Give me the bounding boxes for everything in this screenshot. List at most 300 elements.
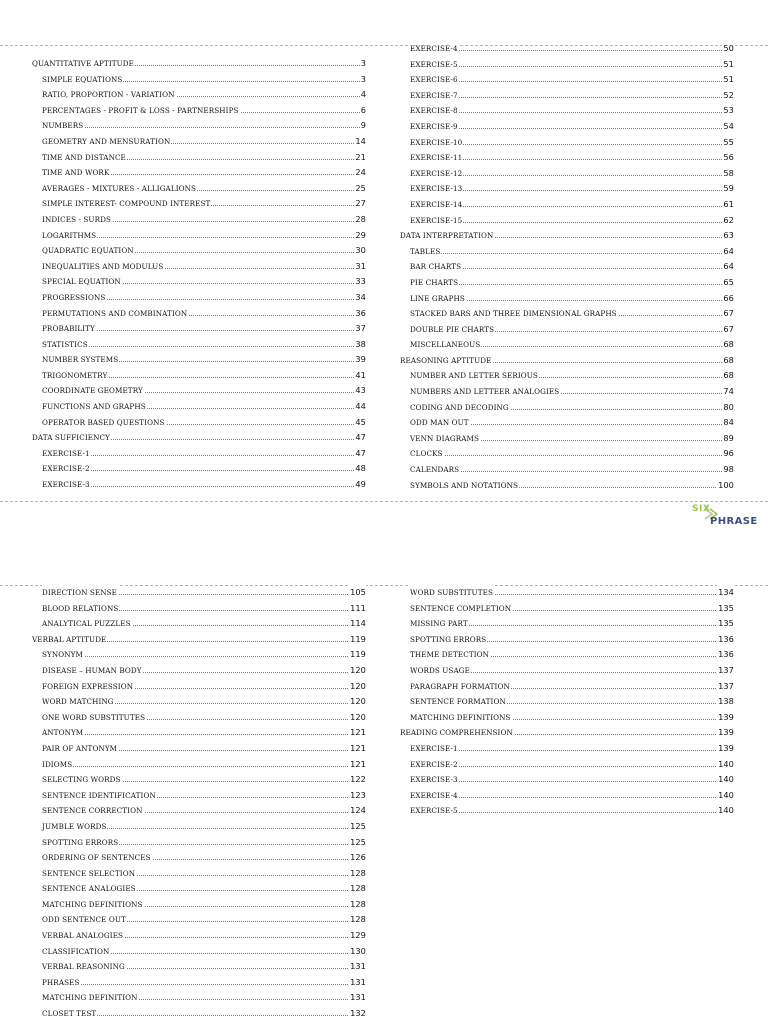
toc-entry-title: THEME DETECTION [410, 647, 490, 663]
toc-entry[interactable] [400, 788, 734, 804]
toc-entry-page-number: 49 [354, 477, 366, 493]
toc-entry[interactable] [32, 383, 366, 399]
toc-entry[interactable] [32, 399, 366, 415]
toc-entry-title: EXERCISE-5 [410, 803, 459, 819]
toc-entry[interactable] [32, 616, 366, 632]
toc-entry-title: MATCHING DEFINITIONS [410, 710, 512, 726]
toc-entry-page-number: 55 [722, 135, 734, 151]
toc-entry[interactable] [32, 928, 366, 944]
toc-entry-page-number: 65 [722, 275, 734, 291]
toc-leader-dots [42, 656, 366, 657]
toc-entry[interactable] [400, 306, 734, 322]
toc-entry-title: ORDERING OF SENTENCES [42, 850, 152, 866]
toc-entry[interactable] [32, 912, 366, 928]
toc-entry-page-number: 135 [717, 601, 734, 617]
toc-entry-title: SENTENCE ANALOGIES [42, 881, 137, 897]
toc-entry-page-number: 50 [722, 41, 734, 57]
toc-entry-page-number: 66 [722, 291, 734, 307]
toc-entry-page-number: 3 [360, 72, 366, 88]
toc-entry-title: OPERATOR BASED QUESTIONS [42, 415, 166, 431]
toc-entry-page-number: 59 [722, 181, 734, 197]
toc-entry-page-number: 47 [354, 446, 366, 462]
toc-entry[interactable] [32, 87, 366, 103]
toc-entry-page-number: 128 [349, 912, 366, 928]
toc-entry-title: FUNCTIONS AND GRAPHS [42, 399, 147, 415]
toc-entry-page-number: 139 [717, 725, 734, 741]
toc-entry-page-number: 31 [354, 259, 366, 275]
toc-entry-title: QUADRATIC EQUATION [42, 243, 135, 259]
toc-entry[interactable] [32, 461, 366, 477]
toc-entry-title: DIRECTION SENSE [42, 585, 118, 601]
toc-entry[interactable] [400, 446, 734, 462]
toc-entry[interactable] [400, 368, 734, 384]
toc-section-entry[interactable] [32, 430, 366, 446]
toc-entry[interactable] [400, 478, 734, 494]
toc-entry-page-number: 21 [354, 150, 366, 166]
toc-entry[interactable] [32, 165, 366, 181]
toc-entry-page-number: 130 [349, 944, 366, 960]
toc-entry-page-number: 138 [717, 694, 734, 710]
toc-entry-page-number: 136 [717, 632, 734, 648]
toc-entry-title: MATCHING DEFINITION [42, 990, 139, 1006]
toc-entry-page-number: 38 [354, 337, 366, 353]
toc-entry-title: ANALYTICAL PUZZLES [42, 616, 132, 632]
toc-entry-title: AVERAGES - MIXTURES - ALLIGALIONS [42, 181, 197, 197]
toc-entry[interactable] [32, 835, 366, 851]
toc-entry[interactable] [32, 196, 366, 212]
toc-entry-page-number: 44 [354, 399, 366, 415]
toc-entry-page-number: 43 [354, 383, 366, 399]
toc-entry[interactable] [32, 477, 366, 493]
toc-entry-title: WORDS USAGE [410, 663, 471, 679]
toc-entry-title: READING COMPREHENSION [400, 725, 514, 741]
toc-entry-page-number: 33 [354, 274, 366, 290]
page-separator-rule [0, 501, 768, 502]
toc-entry-title: PERMUTATIONS AND COMBINATION [42, 306, 188, 322]
toc-entry[interactable] [32, 819, 366, 835]
toc-entry[interactable] [400, 647, 734, 663]
toc-entry-title: EXERCISE-6 [410, 72, 459, 88]
toc-entry-page-number: 111 [349, 601, 366, 617]
toc-entry-page-number: 119 [349, 632, 366, 648]
toc-entry-title: EXERCISE-4 [410, 41, 459, 57]
toc-entry[interactable] [32, 72, 366, 88]
toc-entry-page-number: 100 [717, 478, 734, 494]
toc-entry[interactable] [32, 134, 366, 150]
toc-entry-title: EXERCISE-2 [410, 757, 459, 773]
toc-entry-title: TIME AND DISTANCE [42, 150, 127, 166]
toc-entry[interactable] [400, 213, 734, 229]
toc-entry-page-number: 6 [360, 103, 366, 119]
toc-entry-title: EXERCISE-11 [410, 150, 463, 166]
toc-entry-title: VERBAL APTITUDE [32, 632, 107, 648]
toc-entry-page-number: 14 [354, 134, 366, 150]
logo-word-phrase: PHRASE [710, 516, 758, 527]
toc-entry[interactable] [32, 694, 366, 710]
toc-leader-dots [42, 734, 366, 735]
toc-entry-title: DISEASE – HUMAN BODY [42, 663, 143, 679]
toc-entry-title: EXERCISE-3 [42, 477, 91, 493]
toc-section-entry[interactable] [400, 725, 734, 741]
toc-entry-title: DOUBLE PIE CHARTS [410, 322, 495, 338]
toc-entry[interactable] [32, 990, 366, 1006]
toc-entry[interactable] [32, 446, 366, 462]
toc-entry-page-number: 25 [354, 181, 366, 197]
toc-entry-title: EXERCISE-10 [410, 135, 463, 151]
toc-entry-title: TRIGONOMETRY [42, 368, 108, 384]
sixphrase-logo [688, 503, 764, 531]
toc-entry-page-number: 140 [717, 772, 734, 788]
toc-page1-left-column [32, 56, 366, 493]
toc-entry-title: CODING AND DECODING [410, 400, 510, 416]
toc-page2-left-column [32, 585, 366, 1022]
toc-entry[interactable] [400, 431, 734, 447]
toc-entry-page-number: 24 [354, 165, 366, 181]
toc-entry[interactable] [32, 741, 366, 757]
toc-entry-title: EXERCISE-15 [410, 213, 463, 229]
toc-entry[interactable] [400, 197, 734, 213]
toc-entry-title: ANTONYM [42, 725, 84, 741]
toc-entry-page-number: 36 [354, 306, 366, 322]
toc-entry[interactable] [400, 415, 734, 431]
toc-entry-page-number: 122 [349, 772, 366, 788]
toc-entry-title: VERBAL REASONING [42, 959, 126, 975]
toc-entry-page-number: 121 [349, 725, 366, 741]
toc-entry-page-number: 58 [722, 166, 734, 182]
toc-entry-page-number: 30 [354, 243, 366, 259]
toc-entry[interactable] [32, 788, 366, 804]
toc-entry[interactable] [32, 647, 366, 663]
toc-entry-title: INDICES - SURDS [42, 212, 112, 228]
toc-entry-page-number: 131 [349, 975, 366, 991]
logo-word-six: SIX [692, 504, 711, 514]
toc-entry-page-number: 52 [722, 88, 734, 104]
toc-entry-page-number: 64 [722, 259, 734, 275]
toc-entry-page-number: 137 [717, 663, 734, 679]
toc-entry-page-number: 89 [722, 431, 734, 447]
toc-entry-page-number: 140 [717, 757, 734, 773]
toc-entry[interactable] [400, 291, 734, 307]
toc-entry-page-number: 140 [717, 788, 734, 804]
toc-entry-title: ODD SENTENCE OUT [42, 912, 127, 928]
toc-entry[interactable] [32, 415, 366, 431]
toc-entry-title: EXERCISE-4 [410, 788, 459, 804]
toc-entry-page-number: 68 [722, 337, 734, 353]
toc-entry-page-number: 136 [717, 647, 734, 663]
toc-entry-title: STACKED BARS AND THREE DIMENSIONAL GRAPHS [410, 306, 618, 322]
toc-entry-title: SENTENCE SELECTION [42, 866, 136, 882]
toc-entry[interactable] [32, 243, 366, 259]
toc-entry[interactable] [32, 601, 366, 617]
toc-entry-title: VERBAL ANALOGIES [42, 928, 124, 944]
toc-entry-page-number: 68 [722, 368, 734, 384]
toc-entry-title: DATA INTERPRETATION [400, 228, 494, 244]
toc-entry-page-number: 125 [349, 819, 366, 835]
toc-entry-title: WORD SUBSTITUTES [410, 585, 494, 601]
toc-entry[interactable] [400, 119, 734, 135]
toc-entry-title: SENTENCE FORMATION [410, 694, 507, 710]
toc-entry-page-number: 120 [349, 663, 366, 679]
toc-entry-page-number: 48 [354, 461, 366, 477]
toc-entry[interactable] [400, 710, 734, 726]
toc-entry-title: EXERCISE-5 [410, 57, 459, 73]
toc-entry[interactable] [400, 166, 734, 182]
toc-entry-title: EXERCISE-3 [410, 772, 459, 788]
toc-leader-dots [410, 455, 734, 456]
toc-entry-title: PAIR OF ANTONYM [42, 741, 118, 757]
toc-entry-page-number: 134 [717, 585, 734, 601]
toc-page2-right-column [400, 585, 734, 819]
toc-leader-dots [42, 127, 366, 128]
toc-entry-title: EXERCISE-14 [410, 197, 463, 213]
toc-entry-title: EXERCISE-7 [410, 88, 459, 104]
toc-entry-page-number: 63 [722, 228, 734, 244]
toc-entry[interactable] [400, 384, 734, 400]
toc-entry[interactable] [32, 212, 366, 228]
toc-entry-page-number: 51 [722, 57, 734, 73]
toc-entry-title: DATA SUFFICIENCY [32, 430, 111, 446]
toc-entry-title: STATISTICS [42, 337, 89, 353]
toc-entry-title: ODD MAN OUT [410, 415, 470, 431]
toc-entry[interactable] [32, 103, 366, 119]
toc-entry[interactable] [400, 585, 734, 601]
toc-entry[interactable] [400, 57, 734, 73]
toc-entry[interactable] [400, 72, 734, 88]
toc-entry-page-number: 98 [722, 462, 734, 478]
toc-entry-title: RATIO, PROPORTION - VARIATION [42, 87, 176, 103]
toc-leader-dots [410, 253, 734, 254]
toc-entry-title: EXERCISE-12 [410, 166, 463, 182]
toc-entry-page-number: 105 [349, 585, 366, 601]
toc-entry-title: CALENDARS [410, 462, 460, 478]
toc-section-entry[interactable] [32, 56, 366, 72]
toc-entry-page-number: 67 [722, 322, 734, 338]
toc-entry-title: MISCELLANEOUS [410, 337, 481, 353]
toc-entry[interactable] [32, 259, 366, 275]
toc-entry[interactable] [32, 368, 366, 384]
toc-entry-title: EXERCISE-13 [410, 181, 463, 197]
toc-entry[interactable] [32, 337, 366, 353]
toc-entry[interactable] [400, 337, 734, 353]
toc-entry-page-number: 128 [349, 897, 366, 913]
toc-entry-title: VENN DIAGRAMS [410, 431, 480, 447]
toc-entry[interactable] [400, 772, 734, 788]
toc-entry-page-number: 84 [722, 415, 734, 431]
toc-entry[interactable] [32, 585, 366, 601]
toc-entry[interactable] [32, 228, 366, 244]
toc-entry[interactable] [400, 741, 734, 757]
toc-entry-page-number: 47 [354, 430, 366, 446]
toc-entry-title: WORD MATCHING [42, 694, 115, 710]
toc-entry[interactable] [400, 601, 734, 617]
toc-entry[interactable] [32, 679, 366, 695]
toc-entry[interactable] [400, 150, 734, 166]
toc-entry-title: SPECIAL EQUATION [42, 274, 122, 290]
toc-entry-title: EXERCISE-1 [410, 741, 459, 757]
toc-entry-title: TABLES [410, 244, 441, 260]
toc-entry-title: PARAGRAPH FORMATION [410, 679, 511, 695]
toc-entry-page-number: 74 [722, 384, 734, 400]
toc-entry-title: PROGRESSIONS [42, 290, 106, 306]
toc-entry[interactable] [32, 150, 366, 166]
toc-entry[interactable] [400, 462, 734, 478]
toc-entry[interactable] [32, 663, 366, 679]
toc-entry[interactable] [400, 41, 734, 57]
toc-entry-title: GEOMETRY AND MENSURATION [42, 134, 171, 150]
toc-entry-page-number: 125 [349, 835, 366, 851]
toc-entry[interactable] [32, 850, 366, 866]
toc-entry[interactable] [32, 352, 366, 368]
toc-entry-page-number: 140 [717, 803, 734, 819]
toc-entry-page-number: 64 [722, 244, 734, 260]
toc-entry-page-number: 54 [722, 119, 734, 135]
toc-entry-title: SYMBOLS AND NOTATIONS [410, 478, 519, 494]
toc-entry-title: EXERCISE-1 [42, 446, 91, 462]
toc-entry[interactable] [400, 259, 734, 275]
toc-entry[interactable] [400, 103, 734, 119]
toc-entry[interactable] [400, 803, 734, 819]
toc-entry-title: COORDINATE GEOMETRY [42, 383, 144, 399]
toc-entry[interactable] [32, 881, 366, 897]
toc-entry-title: INEQUALITIES AND MODULUS [42, 259, 164, 275]
toc-entry[interactable] [400, 322, 734, 338]
toc-entry[interactable] [32, 118, 366, 134]
toc-entry-page-number: 37 [354, 321, 366, 337]
toc-entry-page-number: 29 [354, 228, 366, 244]
toc-entry-title: PIE CHARTS [410, 275, 459, 291]
toc-entry-title: PROBABILITY [42, 321, 96, 337]
toc-entry[interactable] [32, 944, 366, 960]
toc-entry-page-number: 135 [717, 616, 734, 632]
toc-entry-page-number: 131 [349, 990, 366, 1006]
toc-entry-page-number: 120 [349, 694, 366, 710]
toc-entry[interactable] [32, 757, 366, 773]
toc-entry-page-number: 27 [354, 196, 366, 212]
toc-entry-page-number: 39 [354, 352, 366, 368]
toc-entry[interactable] [32, 725, 366, 741]
toc-entry-page-number: 62 [722, 213, 734, 229]
toc-entry-title: ONE WORD SUBSTITUTES [42, 710, 146, 726]
toc-entry[interactable] [32, 959, 366, 975]
toc-entry-title: SPOTTING ERRORS [410, 632, 487, 648]
toc-entry-title: SIMPLE EQUATIONS [42, 72, 123, 88]
toc-entry-page-number: 68 [722, 353, 734, 369]
toc-entry-title: SENTENCE IDENTIFICATION [42, 788, 157, 804]
toc-entry[interactable] [32, 306, 366, 322]
toc-entry[interactable] [400, 275, 734, 291]
toc-leader-dots [42, 984, 366, 985]
toc-entry-page-number: 139 [717, 710, 734, 726]
toc-entry-title: REASONING APTITUDE [400, 353, 492, 369]
toc-entry-title: QUANTITATIVE APTITUDE [32, 56, 135, 72]
toc-entry-page-number: 137 [717, 679, 734, 695]
toc-entry-page-number: 128 [349, 866, 366, 882]
toc-entry-title: JUMBLE WORDS [42, 819, 107, 835]
toc-entry-title: NUMBER AND LETTER SERIOUS [410, 368, 539, 384]
toc-entry[interactable] [32, 803, 366, 819]
toc-entry[interactable] [400, 632, 734, 648]
toc-leader-dots [42, 346, 366, 347]
toc-entry[interactable] [400, 616, 734, 632]
toc-entry-title: BLOOD RELATIONS [42, 601, 119, 617]
toc-entry-page-number: 67 [722, 306, 734, 322]
toc-entry-title: CLASSIFICATION [42, 944, 110, 960]
toc-entry-title: NUMBERS [42, 118, 84, 134]
toc-entry-page-number: 126 [349, 850, 366, 866]
toc-entry-page-number: 121 [349, 757, 366, 773]
toc-entry-title: LOGARITHMS [42, 228, 97, 244]
toc-entry[interactable] [32, 975, 366, 991]
toc-entry-title: EXERCISE-8 [410, 103, 459, 119]
toc-entry[interactable] [32, 1006, 366, 1022]
toc-entry[interactable] [32, 866, 366, 882]
toc-entry-page-number: 61 [722, 197, 734, 213]
toc-section-entry[interactable] [32, 632, 366, 648]
toc-entry[interactable] [32, 181, 366, 197]
toc-entry-title: MATCHING DEFINITIONS [42, 897, 144, 913]
toc-entry-page-number: 28 [354, 212, 366, 228]
toc-entry-page-number: 34 [354, 290, 366, 306]
toc-entry-title: SENTENCE COMPLETION [410, 601, 512, 617]
toc-entry-title: LINE GRAPHS [410, 291, 466, 307]
toc-entry-title: NUMBER SYSTEMS [42, 352, 119, 368]
toc-entry[interactable] [32, 897, 366, 913]
toc-entry-page-number: 3 [360, 56, 366, 72]
toc-entry-title: TIME AND WORK [42, 165, 110, 181]
toc-entry-page-number: 120 [349, 679, 366, 695]
toc-entry-title: SPOTTING ERRORS [42, 835, 119, 851]
toc-section-entry[interactable] [400, 353, 734, 369]
toc-entry[interactable] [32, 290, 366, 306]
toc-entry-title: CLOCKS [410, 446, 444, 462]
toc-entry[interactable] [400, 757, 734, 773]
toc-entry-title: EXERCISE-2 [42, 461, 91, 477]
toc-entry[interactable] [400, 679, 734, 695]
toc-entry-page-number: 45 [354, 415, 366, 431]
toc-entry-page-number: 53 [722, 103, 734, 119]
toc-entry-page-number: 9 [360, 118, 366, 134]
toc-entry-page-number: 129 [349, 928, 366, 944]
toc-entry[interactable] [400, 400, 734, 416]
toc-entry[interactable] [32, 772, 366, 788]
toc-entry[interactable] [400, 135, 734, 151]
toc-entry-page-number: 128 [349, 881, 366, 897]
toc-entry-title: NUMBERS AND LETTEER ANALOGIES [410, 384, 560, 400]
toc-entry[interactable] [32, 321, 366, 337]
toc-entry-title: SYNONYM [42, 647, 84, 663]
toc-entry-title: MISSING PART [410, 616, 469, 632]
toc-entry-page-number: 120 [349, 710, 366, 726]
toc-entry-title: IDIOMS [42, 757, 73, 773]
toc-entry-title: PHRASES [42, 975, 81, 991]
toc-entry-page-number: 119 [349, 647, 366, 663]
toc-entry[interactable] [400, 694, 734, 710]
toc-entry-title: SIMPLE INTEREST- COMPOUND INTEREST [42, 196, 211, 212]
toc-entry[interactable] [400, 244, 734, 260]
toc-entry-page-number: 96 [722, 446, 734, 462]
toc-entry[interactable] [400, 181, 734, 197]
toc-section-entry[interactable] [400, 228, 734, 244]
toc-entry[interactable] [400, 663, 734, 679]
toc-entry[interactable] [32, 274, 366, 290]
toc-entry-title: EXERCISE-9 [410, 119, 459, 135]
toc-entry-page-number: 131 [349, 959, 366, 975]
toc-entry-page-number: 139 [717, 741, 734, 757]
toc-entry-page-number: 80 [722, 400, 734, 416]
toc-entry[interactable] [400, 88, 734, 104]
toc-entry[interactable] [32, 710, 366, 726]
toc-entry-title: BAR CHARTS [410, 259, 462, 275]
